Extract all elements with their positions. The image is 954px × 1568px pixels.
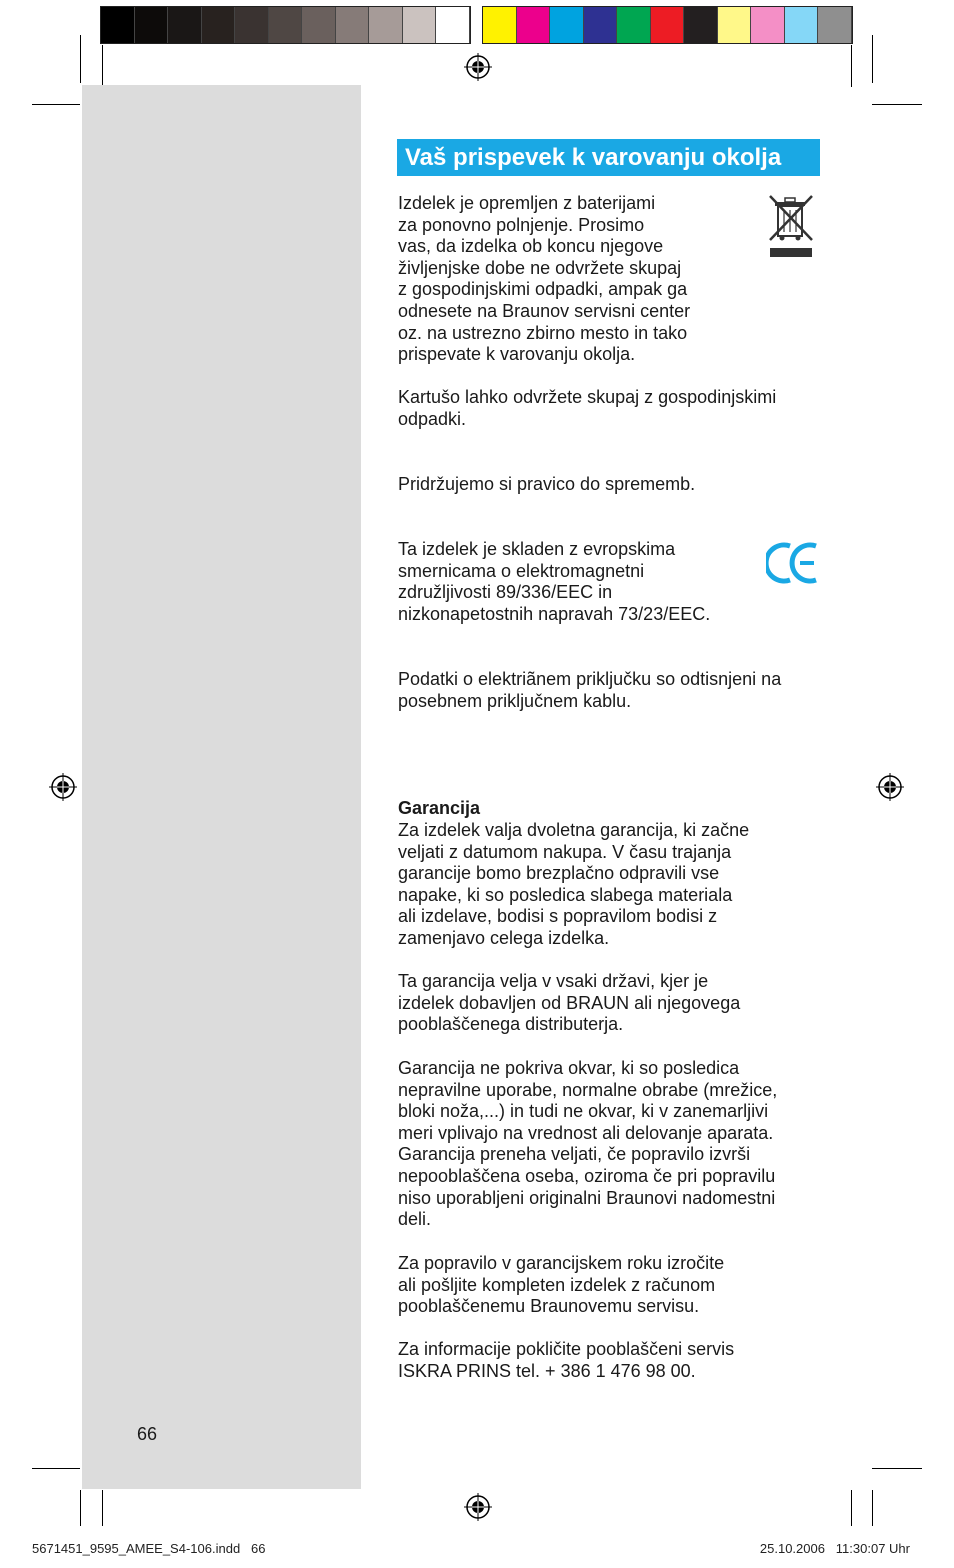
crop-mark xyxy=(32,1468,80,1469)
crop-mark xyxy=(102,1490,103,1526)
crop-mark xyxy=(872,104,922,105)
warranty-paragraph-2: Ta garancija velja v vsaki državi, kjer je izdelek dobavljen od BRAUN ali njegovega pooblaščenega distributerja. xyxy=(398,971,741,1035)
section-heading: Vaš prispevek k varovanju okolja xyxy=(397,139,820,176)
crop-mark xyxy=(80,35,81,83)
color-swatch xyxy=(135,7,169,43)
compliance-paragraph: Ta izdelek je skladen z evropskima smernicama o elektromagnetni združljivosti 89/336/EEC in nizkonapetostnih napravah 73/23/EEC. xyxy=(398,539,711,624)
crop-mark xyxy=(872,1490,873,1526)
color-swatch xyxy=(584,7,618,43)
color-calibration-bar-color xyxy=(482,6,853,44)
color-swatch xyxy=(302,7,336,43)
color-swatch xyxy=(550,7,584,43)
ce-mark-icon xyxy=(766,540,820,586)
color-swatch xyxy=(202,7,236,43)
recycling-paragraph: Izdelek je opremljen z baterijami za ponovno polnjenje. Prosimo vas, da izdelka ob koncu njegove življenjske dobe ne odvržete skupaj z gospodinjskimi odpadki, ampak ga odnesete na Braunov servisni center oz. na ustrezno zbirno mesto in tako prispevate k varovanju okolja. xyxy=(398,193,691,365)
color-swatch xyxy=(785,7,819,43)
color-swatch xyxy=(751,7,785,43)
crop-mark xyxy=(32,104,80,105)
color-swatch xyxy=(403,7,437,43)
warranty-paragraph-5: Za informacije pokličite pooblaščeni servis ISKRA PRINS tel. + 386 1 476 98 00. xyxy=(398,1339,735,1381)
electrical-data-paragraph: Podatki o elektriãnem priključku so odtisnjeni na posebnem priključnem kablu. xyxy=(398,669,782,711)
crop-mark xyxy=(851,1490,852,1526)
warranty-paragraph-4: Za popravilo v garancijskem roku izročite ali pošljite kompleten izdelek z računom pooblaščenemu Braunovemu servisu. xyxy=(398,1253,725,1317)
registration-mark-icon xyxy=(464,1493,492,1521)
warranty-paragraph-1: Za izdelek valja dvoletna garancija, ki začne veljati z datumom nakupa. V času trajanja garancije bomo brezplačno odpravili vse napake, ki so posledica slabega materiala ali izdelave, bodisi s popravilom bodisi z zamenjavo celega izdelka. xyxy=(398,820,750,948)
color-swatch xyxy=(101,7,135,43)
color-swatch xyxy=(818,7,852,43)
crop-mark xyxy=(851,45,852,87)
color-swatch xyxy=(369,7,403,43)
footer-file-info: 5671451_9595_AMEE_S4-106.indd 66 xyxy=(32,1541,266,1556)
footer-timestamp: 25.10.2006 11:30:07 Uhr xyxy=(759,1541,910,1556)
registration-mark-icon xyxy=(876,773,904,801)
color-swatch xyxy=(684,7,718,43)
side-panel xyxy=(82,85,361,1489)
crop-mark xyxy=(872,1468,922,1469)
crop-mark xyxy=(872,35,873,83)
color-swatch xyxy=(235,7,269,43)
crop-mark xyxy=(102,45,103,87)
color-calibration-bar-gray xyxy=(100,6,471,44)
registration-mark-icon xyxy=(49,773,77,801)
color-swatch xyxy=(718,7,752,43)
color-swatch xyxy=(651,7,685,43)
color-swatch xyxy=(436,7,470,43)
color-swatch xyxy=(483,7,517,43)
cartridge-paragraph: Kartušo lahko odvržete skupaj z gospodinjskimi odpadki. xyxy=(398,387,777,429)
registration-mark-icon xyxy=(464,53,492,81)
changes-paragraph: Pridržujemo si pravico do sprememb. xyxy=(398,474,696,494)
weee-crossed-bin-icon xyxy=(767,192,815,260)
warranty-paragraph-3: Garancija ne pokriva okvar, ki so posledica nepravilne uporabe, normalne obrabe (mrežice, bloki noža,...) in tudi ne okvar, ki v zanemarljivi meri vplivajo na vrednost ali delovanje aparata. Garancija preneha veljati, če popravilo izvrši nepooblaščena oseba, oziroma če pri popravilu niso uporabljeni originalni Braunovi nadomestni deli. xyxy=(398,1058,778,1230)
crop-mark xyxy=(80,1490,81,1526)
color-swatch xyxy=(269,7,303,43)
color-swatch xyxy=(168,7,202,43)
warranty-title: Garancija xyxy=(398,798,481,818)
color-swatch xyxy=(336,7,370,43)
color-swatch xyxy=(617,7,651,43)
page-number: 66 xyxy=(137,1424,158,1444)
color-swatch xyxy=(517,7,551,43)
